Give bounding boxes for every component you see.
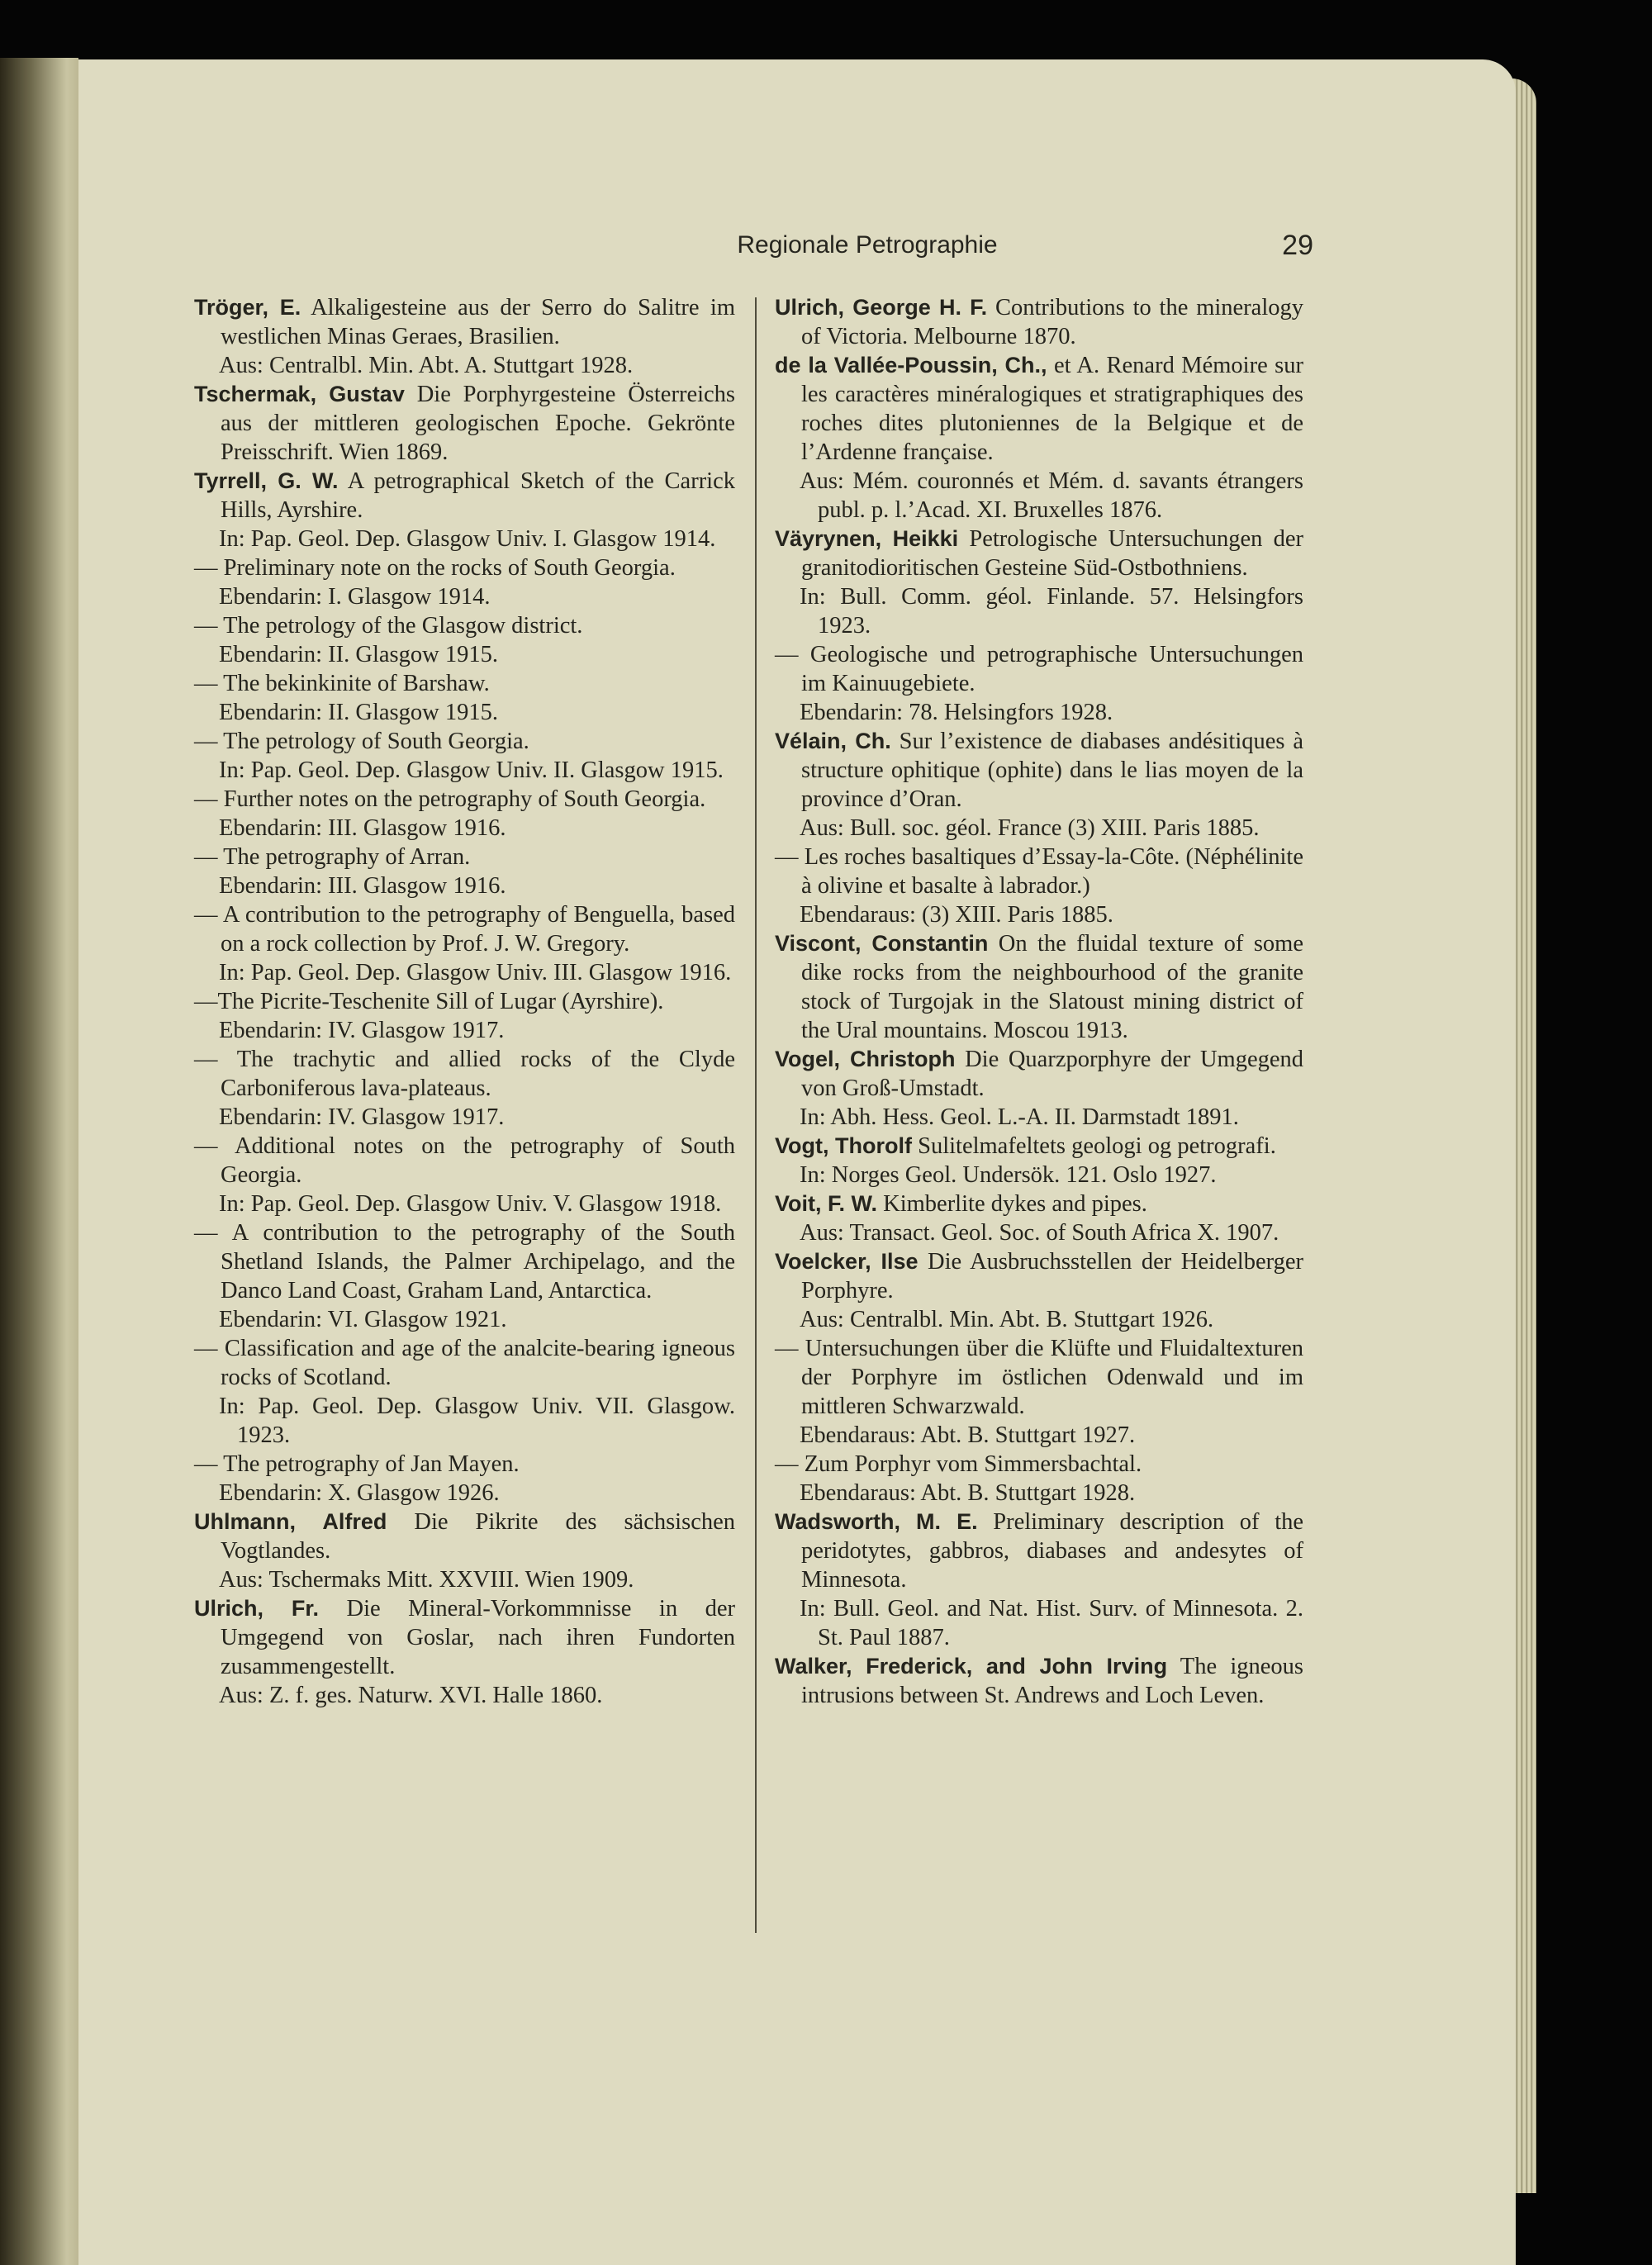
bibliography-entry [194,553,735,582]
entry-source: Aus: Z. f. ges. Naturw. XVI. Halle 1860. [219,1683,603,1708]
entry-author: Ulrich, George H. F. [775,295,988,320]
entry-source: In: Pap. Geol. Dep. Glasgow Univ. II. Glasgow 1915. [219,757,724,783]
entry-source: In: Pap. Geol. Dep. Glasgow Univ. V. Glasgow 1918. [219,1191,722,1217]
bibliography-entry [194,669,735,698]
bibliography-entry [194,380,735,467]
bibliography-entry [775,929,1303,1045]
bibliography-entry [775,1247,1303,1305]
entry-title: — Classification and age of the analcite-bearing igneous rocks of Scotland. [194,1336,735,1390]
entry-title: — The petrography of Jan Mayen. [194,1451,520,1477]
entry-title: Preliminary description of the peridotytes, gabbros, diabases and andesytes of Minnesota. [801,1509,1304,1593]
entry-source: Aus: Mém. couronnés et Mém. d. savants étrangers publ. p. l.’Acad. XI. Bruxelles 1876. [800,468,1303,523]
bibliography-entry [775,1508,1303,1594]
entry-source: Ebendarin: IV. Glasgow 1917. [219,1104,505,1130]
entry-source: Ebendarin: X. Glasgow 1926. [219,1480,500,1506]
bibliography-entry [194,987,735,1016]
entry-source: In: Bull. Comm. géol. Finlande. 57. Helsingfors 1923. [800,584,1303,639]
bibliography-entry [775,1334,1303,1421]
entry-source: In: Bull. Geol. and Nat. Hist. Surv. of Minnesota. 2. St. Paul 1887. [800,1596,1303,1650]
entry-source: Aus: Transact. Geol. Soc. of South Africa X. 1907. [800,1220,1279,1246]
entry-title: — Additional notes on the petrography of South Georgia. [194,1133,735,1188]
bibliography-entry [775,525,1303,582]
entry-source: Ebendarin: III. Glasgow 1916. [219,873,506,899]
bibliography-entry [194,1334,735,1392]
entry-source: Ebendaraus: Abt. B. Stuttgart 1928. [800,1480,1136,1506]
entry-title: — The petrology of South Georgia. [194,729,529,754]
entry-title: Die Ausbruchsstellen der Heidelberger Porphyre. [801,1249,1303,1303]
entry-source: Ebendarin: 78. Helsingfors 1928. [800,700,1113,725]
entry-title: — The petrology of the Glasgow district. [194,613,583,639]
entry-source: Ebendaraus: Abt. B. Stuttgart 1927. [800,1422,1136,1448]
bibliography-entry [775,1189,1303,1218]
entry-author: Viscont, Constantin [775,931,989,956]
entry-source: Ebendarin: IV. Glasgow 1917. [219,1018,505,1043]
entry-title: — A contribution to the petrography of Benguella, based on a rock collection by Prof. J. W. Gregory. [194,902,735,957]
entry-source: Ebendarin: III. Glasgow 1916. [219,815,506,841]
bibliography-entry [194,843,735,871]
entry-source: Ebendarin: VI. Glasgow 1921. [219,1307,507,1332]
bibliography-entry [194,1594,735,1681]
entry-title: Alkaligesteine aus der Serro do Salitre im westlichen Minas Geraes, Brasilien. [221,295,736,349]
bibliography-entry [775,727,1303,814]
running-head: Regionale Petrographie [737,231,998,259]
entry-source: Aus: Tschermaks Mitt. XXVIII. Wien 1909. [219,1567,634,1593]
entry-source: In: Norges Geol. Undersök. 121. Oslo 1927. [800,1162,1217,1188]
entry-title: Kimberlite dykes and pipes. [877,1191,1147,1217]
bibliography-entry [775,293,1303,351]
entry-title: — Preliminary note on the rocks of South Georgia. [194,555,676,581]
entry-source: Aus: Bull. soc. géol. France (3) XIII. Paris 1885. [800,815,1260,841]
book-spine [0,58,78,2265]
entry-source: Aus: Centralbl. Min. Abt. B. Stuttgart 1926. [800,1307,1214,1332]
entry-source: In: Pap. Geol. Dep. Glasgow Univ. I. Glasgow 1914. [219,526,716,552]
bibliography-entry [194,727,735,756]
entry-title: et A. Renard Mémoire sur les caractères minéralogiques et stratigraphiques des roches dites plutoniennes de la Belgique et de l’Ardenne française. [801,353,1303,465]
entry-source: Ebendarin: I. Glasgow 1914. [219,584,491,610]
bibliography-entry [194,1508,735,1565]
entry-author: Uhlmann, Alfred [194,1509,387,1534]
entry-author: Vogt, Thorolf [775,1133,912,1158]
entry-title: The igneous intrusions between St. Andrews and Loch Leven. [801,1654,1303,1708]
entry-source: Ebendarin: II. Glasgow 1915. [219,642,498,667]
entry-title: On the fluidal texture of some dike rocks from the neighbourhood of the granite stock of Turgojak in the Slatoust mining district of the Ural mountains. Moscou 1913. [801,931,1303,1043]
entry-author: Vogel, Christoph [775,1047,956,1071]
entry-title: Die Quarzporphyre der Umgegend von Groß-Umstadt. [801,1047,1304,1101]
page-number: 29 [1282,230,1313,261]
bibliography-entry [194,785,735,814]
bibliography-entry [194,900,735,958]
entry-source: In: Pap. Geol. Dep. Glasgow Univ. VII. Glasgow. 1923. [219,1394,735,1448]
bibliography-entry [194,611,735,640]
entry-source: Aus: Centralbl. Min. Abt. A. Stuttgart 1928. [219,353,634,378]
entry-source: Ebendaraus: (3) XIII. Paris 1885. [800,902,1113,928]
bibliography-entry [775,351,1303,467]
entry-title: — Geologische und petrographische Untersuchungen im Kainuugebiete. [775,642,1303,696]
bibliography-entry [194,1218,735,1305]
entry-title: Sulitelmafeltets geologi og petrografi. [911,1133,1276,1159]
entry-source: Ebendarin: II. Glasgow 1915. [219,700,498,725]
left-column [194,293,735,1710]
bibliography-entry [775,1132,1303,1161]
entry-title: —The Picrite-Teschenite Sill of Lugar (Ayrshire). [194,989,664,1014]
entry-source: In: Pap. Geol. Dep. Glasgow Univ. III. Glasgow 1916. [219,960,732,985]
bibliography-entry [194,293,735,351]
entry-author: Tschermak, Gustav [194,382,405,406]
entry-author: Voit, F. W. [775,1191,877,1216]
entry-author: Tyrrell, G. W. [194,468,339,493]
bibliography-entry [775,843,1303,900]
entry-title: — Zum Porphyr vom Simmersbachtal. [775,1451,1142,1477]
entry-title: Die Mineral-Vorkommnisse in der Umgegend von Goslar, nach ihren Fundorten zusammengestellt. [221,1596,735,1679]
right-column [775,293,1303,1710]
entry-title: Die Pikrite des sächsischen Vogtlandes. [221,1509,735,1564]
entry-title: — The bekinkinite of Barshaw. [194,671,490,696]
bibliography-entry [194,1045,735,1103]
entry-author: de la Vallée-Poussin, Ch., [775,353,1047,378]
entry-title: — The trachytic and allied rocks of the Clyde Carboniferous lava-plateaus. [194,1047,735,1101]
entry-title: — Untersuchungen über die Klüfte und Fluidaltexturen der Porphyre im östlichen Odenwald und im mittleren Schwarzwald. [775,1336,1303,1419]
bibliography-entry [775,1450,1303,1479]
entry-author: Ulrich, Fr. [194,1596,319,1621]
entry-title: — Further notes on the petrography of South Georgia. [194,786,706,812]
bibliography-entry [194,1450,735,1479]
entry-author: Vélain, Ch. [775,729,891,753]
bibliography-entry [775,640,1303,698]
bibliography-entry [775,1045,1303,1103]
bibliography-entry [194,1132,735,1189]
entry-author: Voelcker, Ilse [775,1249,919,1274]
entry-title: A petrographical Sketch of the Carrick Hills, Ayrshire. [221,468,736,523]
bibliography-entry [194,467,735,525]
entry-author: Tröger, E. [194,295,301,320]
entry-title: — A contribution to the petrography of the South Shetland Islands, the Palmer Archipelago, and the Danco Land Coast, Graham Land, Antarctica. [194,1220,735,1303]
entry-title: — Les roches basaltiques d’Essay-la-Côte. (Néphélinite à olivine et basalte à labrador.) [775,844,1303,899]
column-divider [755,297,757,1933]
entry-title: — The petrography of Arran. [194,844,471,870]
entry-source: In: Abh. Hess. Geol. L.-A. II. Darmstadt 1891. [800,1104,1239,1130]
entry-author: Wadsworth, M. E. [775,1509,978,1534]
bibliography-entry [775,1652,1303,1710]
entry-title: Sur l’existence de diabases andésitiques à structure ophitique (ophite) dans le lias moyen de la province d’Oran. [801,729,1303,812]
entry-title: Contributions to the mineralogy of Victoria. Melbourne 1870. [801,295,1303,349]
entry-title: Petrologische Untersuchungen der granitodioritischen Gesteine Süd-Ostbothniens. [801,526,1303,581]
entry-title: Die Porphyrgesteine Österreichs aus der mittleren geologischen Epoche. Gekrönte Preisschrift. Wien 1869. [221,382,735,465]
entry-author: Walker, Frederick, and John Irving [775,1654,1168,1679]
entry-author: Väyrynen, Heikki [775,526,959,551]
